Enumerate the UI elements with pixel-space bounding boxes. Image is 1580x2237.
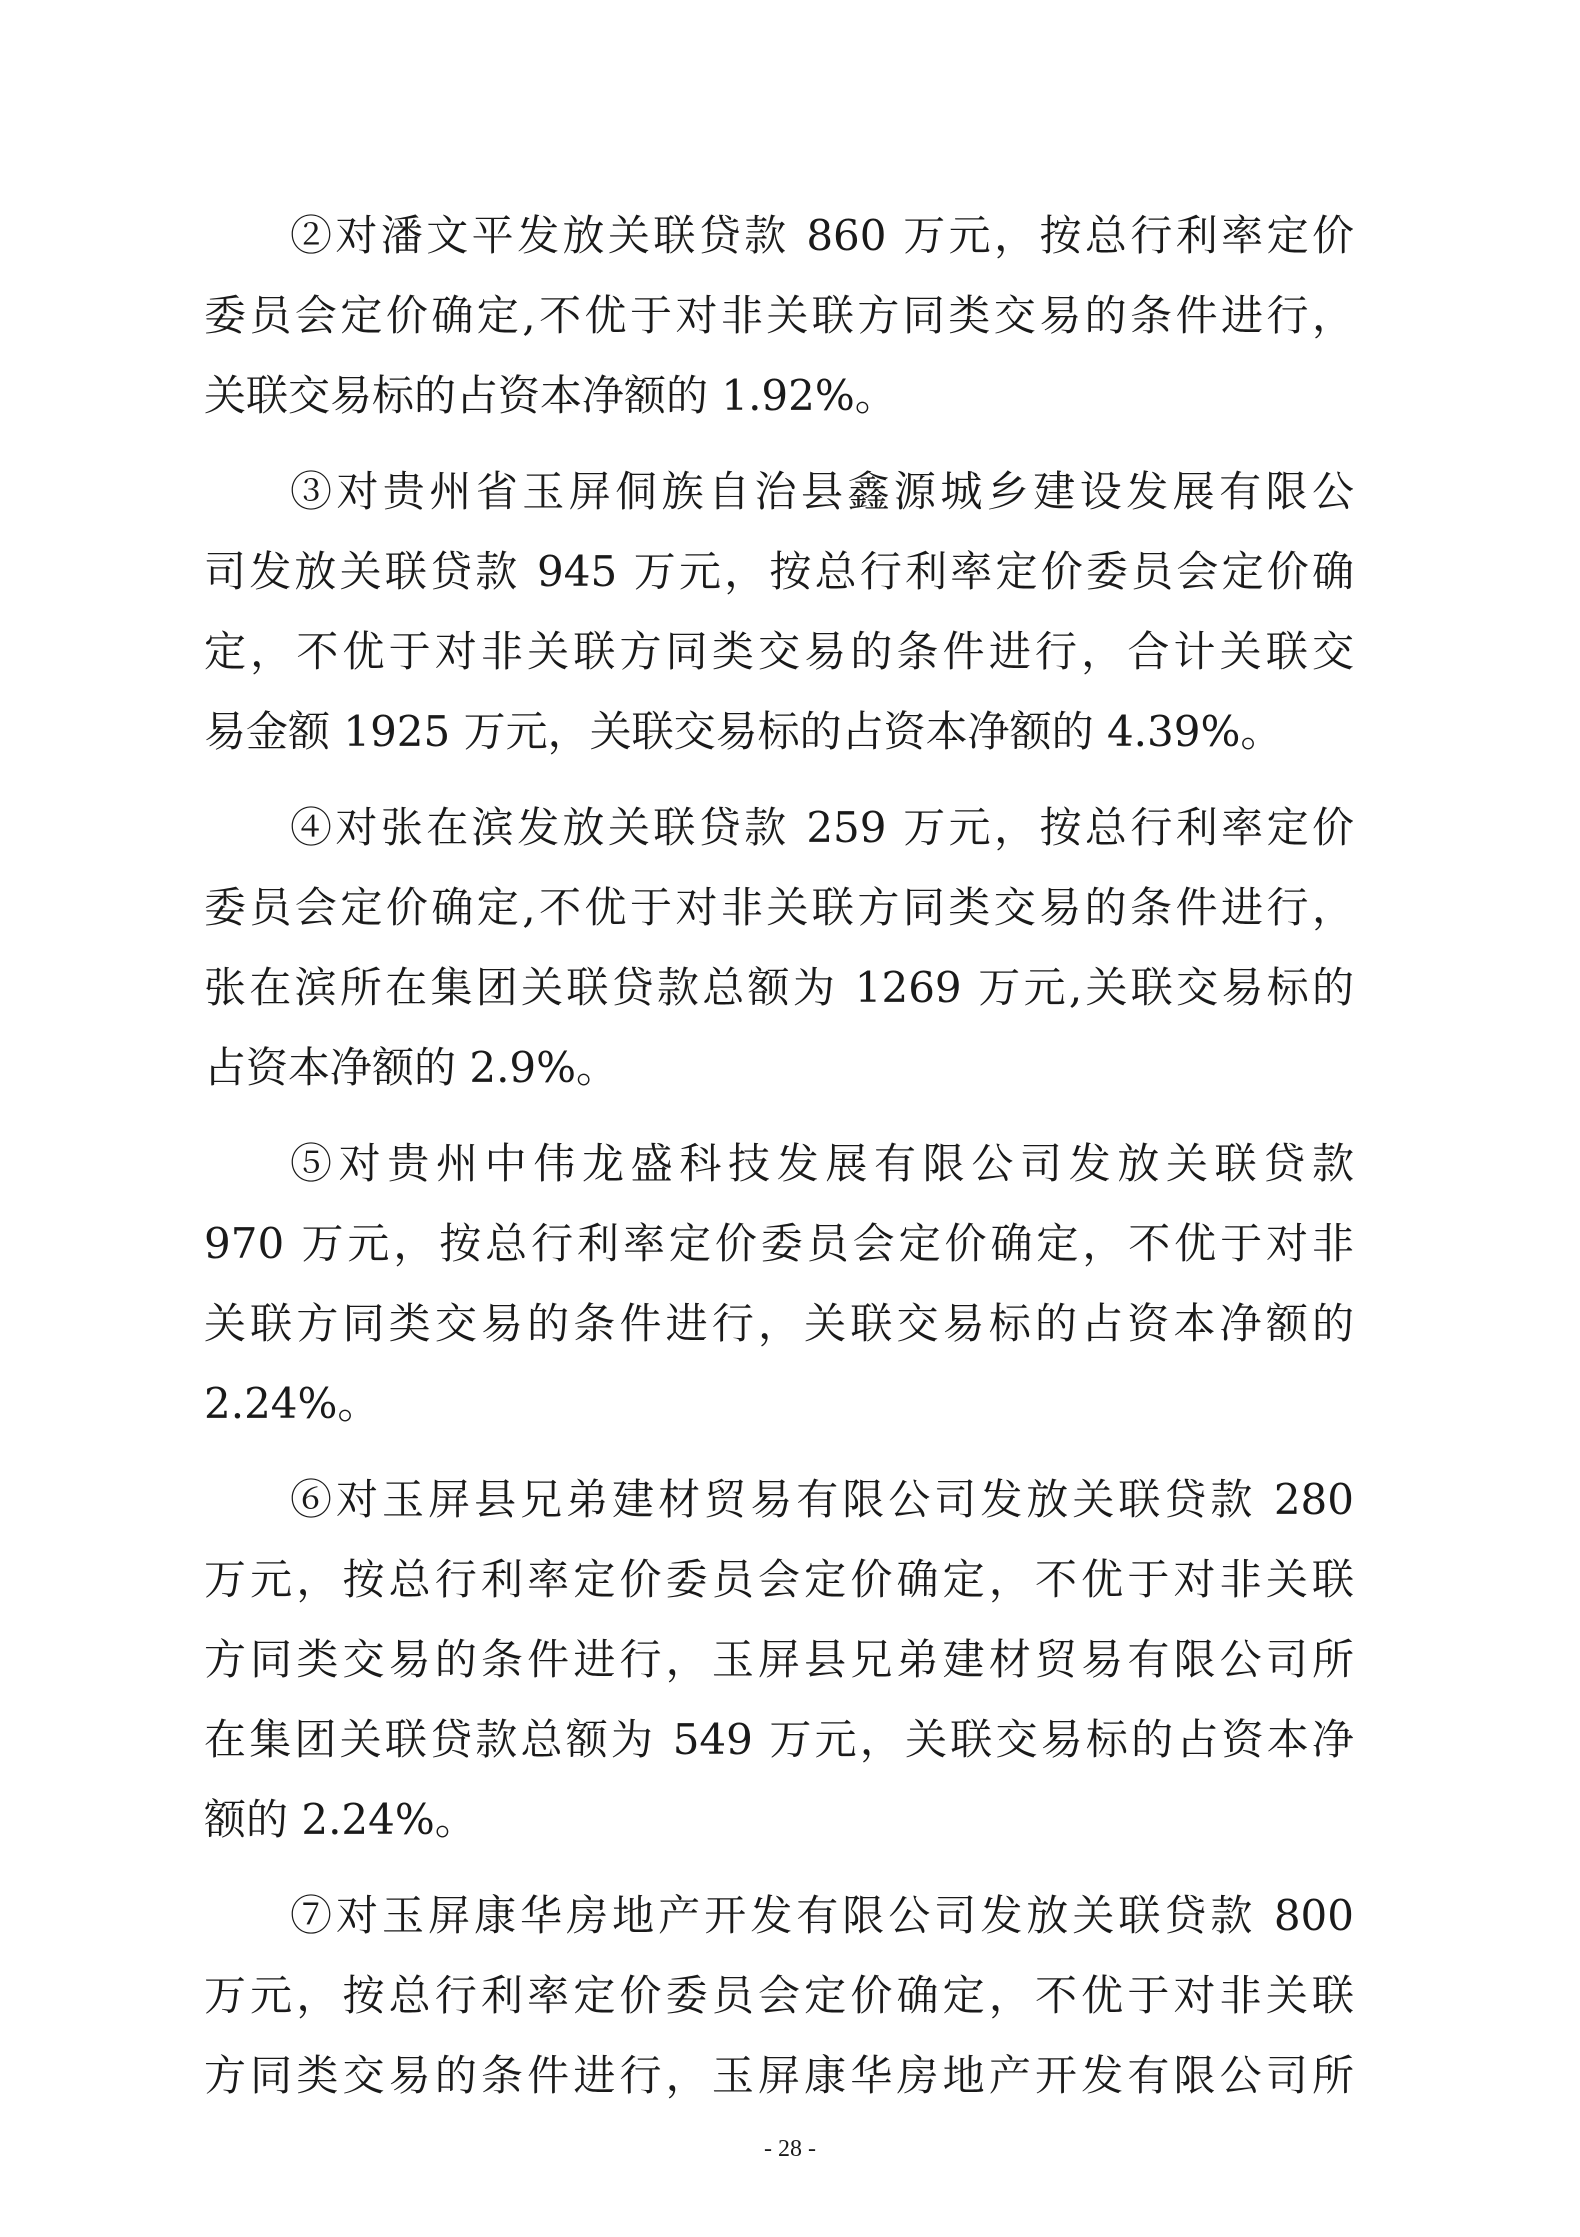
paragraph-item-6 <box>204 1460 1354 1860</box>
text-line: 方同类交易的条件进行，玉屏县兄弟建材贸易有限公司所 <box>204 1635 1354 1684</box>
paragraph-item-3 <box>204 452 1354 772</box>
paragraph-spacer <box>204 1444 1354 1460</box>
text-line: 易金额 1925 万元，关联交易标的占资本净额的 4.39%。 <box>204 707 1283 756</box>
text-line: ④对张在滨发放关联贷款 259 万元，按总行利率定价 <box>290 803 1354 852</box>
text-line: ⑥对玉屏县兄弟建材贸易有限公司发放关联贷款 280 <box>290 1475 1354 1524</box>
paragraph-item-7 <box>204 1876 1354 2116</box>
text-line: ⑤对贵州中伟龙盛科技发展有限公司发放关联贷款 <box>290 1139 1354 1188</box>
paragraph-item-5 <box>204 1124 1354 1444</box>
text-line: 万元，按总行利率定价委员会定价确定，不优于对非关联 <box>204 1555 1354 1604</box>
paragraph-item-4 <box>204 788 1354 1108</box>
text-line: 定，不优于对非关联方同类交易的条件进行，合计关联交 <box>204 627 1354 676</box>
text-line: ②对潘文平发放关联贷款 860 万元，按总行利率定价 <box>290 211 1354 260</box>
text-line: 张在滨所在集团关联贷款总额为 1269 万元,关联交易标的 <box>204 963 1354 1012</box>
text-line: 在集团关联贷款总额为 549 万元，关联交易标的占资本净 <box>204 1715 1354 1764</box>
text-line: 方同类交易的条件进行，玉屏康华房地产开发有限公司所 <box>204 2051 1354 2100</box>
text-line: ⑦对玉屏康华房地产开发有限公司发放关联贷款 800 <box>290 1891 1354 1940</box>
text-line: 占资本净额的 2.9%。 <box>204 1043 619 1092</box>
paragraph-spacer <box>204 436 1354 452</box>
paragraph-spacer <box>204 1860 1354 1876</box>
paragraph-spacer <box>204 1108 1354 1124</box>
text-line: 万元，按总行利率定价委员会定价确定，不优于对非关联 <box>204 1971 1354 2020</box>
paragraph-item-2 <box>204 196 1354 436</box>
text-line: 委员会定价确定,不优于对非关联方同类交易的条件进行， <box>204 291 1354 340</box>
page-number: - 28 - <box>764 2136 816 2162</box>
text-line: ③对贵州省玉屏侗族自治县鑫源城乡建设发展有限公 <box>290 467 1354 516</box>
paragraph-spacer <box>204 772 1354 788</box>
text-line: 970 万元，按总行利率定价委员会定价确定，不优于对非 <box>204 1219 1354 1268</box>
text-line: 2.24%。 <box>204 1379 380 1428</box>
text-line: 关联交易标的占资本净额的 1.92%。 <box>204 371 897 420</box>
text-line: 关联方同类交易的条件进行，关联交易标的占资本净额的 <box>204 1299 1354 1348</box>
text-line: 司发放关联贷款 945 万元，按总行利率定价委员会定价确 <box>204 547 1354 596</box>
text-line: 委员会定价确定,不优于对非关联方同类交易的条件进行， <box>204 883 1354 932</box>
body-text <box>204 196 1354 2116</box>
text-line: 额的 2.24%。 <box>204 1795 477 1844</box>
